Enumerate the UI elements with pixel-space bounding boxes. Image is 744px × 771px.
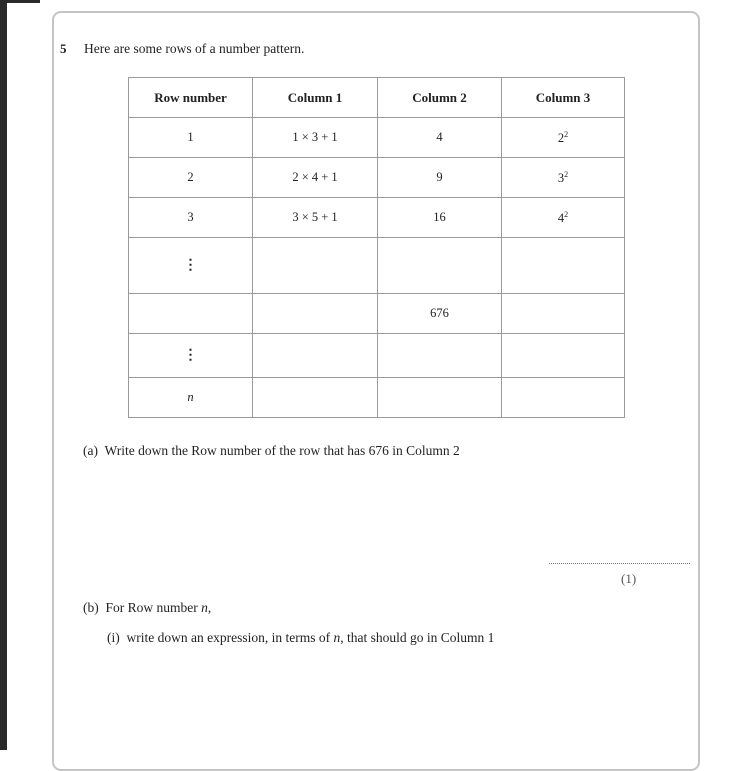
- cell-column-2: 676: [378, 294, 502, 334]
- cell-column-2: 16: [378, 198, 502, 238]
- header-column-1: Column 1: [253, 78, 378, 118]
- number-pattern-table: [128, 77, 625, 418]
- cell-empty: [253, 378, 378, 418]
- part-b-i-question: [107, 630, 494, 646]
- table-row-n: [129, 378, 625, 418]
- cell-column-2: 9: [378, 158, 502, 198]
- header-column-2: Column 2: [378, 78, 502, 118]
- part-b-text-prefix: For Row number: [105, 600, 202, 615]
- cell-column-1: 2 × 4 + 1: [253, 158, 378, 198]
- header-column-3: Column 3: [502, 78, 625, 118]
- part-b-question: [83, 600, 211, 616]
- part-b-variable: n: [201, 600, 208, 615]
- part-b-i-variable: n: [333, 630, 341, 645]
- table-row-ellipsis: [129, 334, 625, 378]
- part-b-i-text-prefix: write down an expression, in terms of: [126, 630, 334, 645]
- part-b-label: (b): [83, 600, 99, 615]
- exponent: 2: [564, 169, 569, 179]
- cell-column-3: [502, 198, 625, 238]
- cell-empty: [378, 378, 502, 418]
- cell-empty: [502, 238, 625, 294]
- left-edge-bar: [0, 0, 7, 750]
- vertical-dots: ⋮: [183, 348, 198, 363]
- cell-row-dots: [129, 238, 253, 294]
- exponent: 2: [564, 209, 569, 219]
- cell-column-1: 1 × 3 + 1: [253, 118, 378, 158]
- cell-empty: [253, 238, 378, 294]
- cell-row-dots: [129, 334, 253, 378]
- exponent: 2: [564, 129, 569, 139]
- table-row: [129, 198, 625, 238]
- base: 3: [557, 170, 565, 185]
- cell-column-3: [502, 118, 625, 158]
- cell-empty: [253, 294, 378, 334]
- vertical-dots: ⋮: [183, 258, 198, 273]
- table-row: [129, 158, 625, 198]
- cell-empty: [502, 334, 625, 378]
- part-a-question: [83, 443, 460, 459]
- base: 4: [557, 210, 565, 225]
- cell-column-1: 3 × 5 + 1: [253, 198, 378, 238]
- cell-empty: [253, 334, 378, 378]
- answer-line[interactable]: [549, 563, 690, 564]
- cell-row-number: 3: [129, 198, 253, 238]
- base: 2: [557, 130, 565, 145]
- cell-empty: [502, 378, 625, 418]
- part-b-text-suffix: ,: [207, 600, 212, 615]
- top-bar: [0, 0, 40, 3]
- cell-column-2: 4: [378, 118, 502, 158]
- cell-column-3: [502, 158, 625, 198]
- marks-label: (1): [621, 571, 637, 586]
- table-row: [129, 118, 625, 158]
- cell-empty: [129, 294, 253, 334]
- cell-row-number: 2: [129, 158, 253, 198]
- cell-empty: [378, 238, 502, 294]
- cell-empty: [378, 334, 502, 378]
- table-row-ellipsis: [129, 238, 625, 294]
- table-header-row: [129, 78, 625, 118]
- cell-row-number: 1: [129, 118, 253, 158]
- table-row-676: [129, 294, 625, 334]
- cell-empty: [502, 294, 625, 334]
- part-a-label: (a): [83, 443, 98, 458]
- part-a-text: Write down the Row number of the row that has 676 in Column 2: [104, 443, 460, 458]
- part-b-i-text-suffix: , that should go in Column 1: [340, 630, 495, 645]
- question-intro: Here are some rows of a number pattern.: [84, 41, 305, 56]
- header-row-number: Row number: [129, 78, 253, 118]
- part-b-i-label: (i): [107, 630, 120, 645]
- cell-row-number: n: [129, 378, 253, 418]
- question-number: 5: [60, 41, 67, 56]
